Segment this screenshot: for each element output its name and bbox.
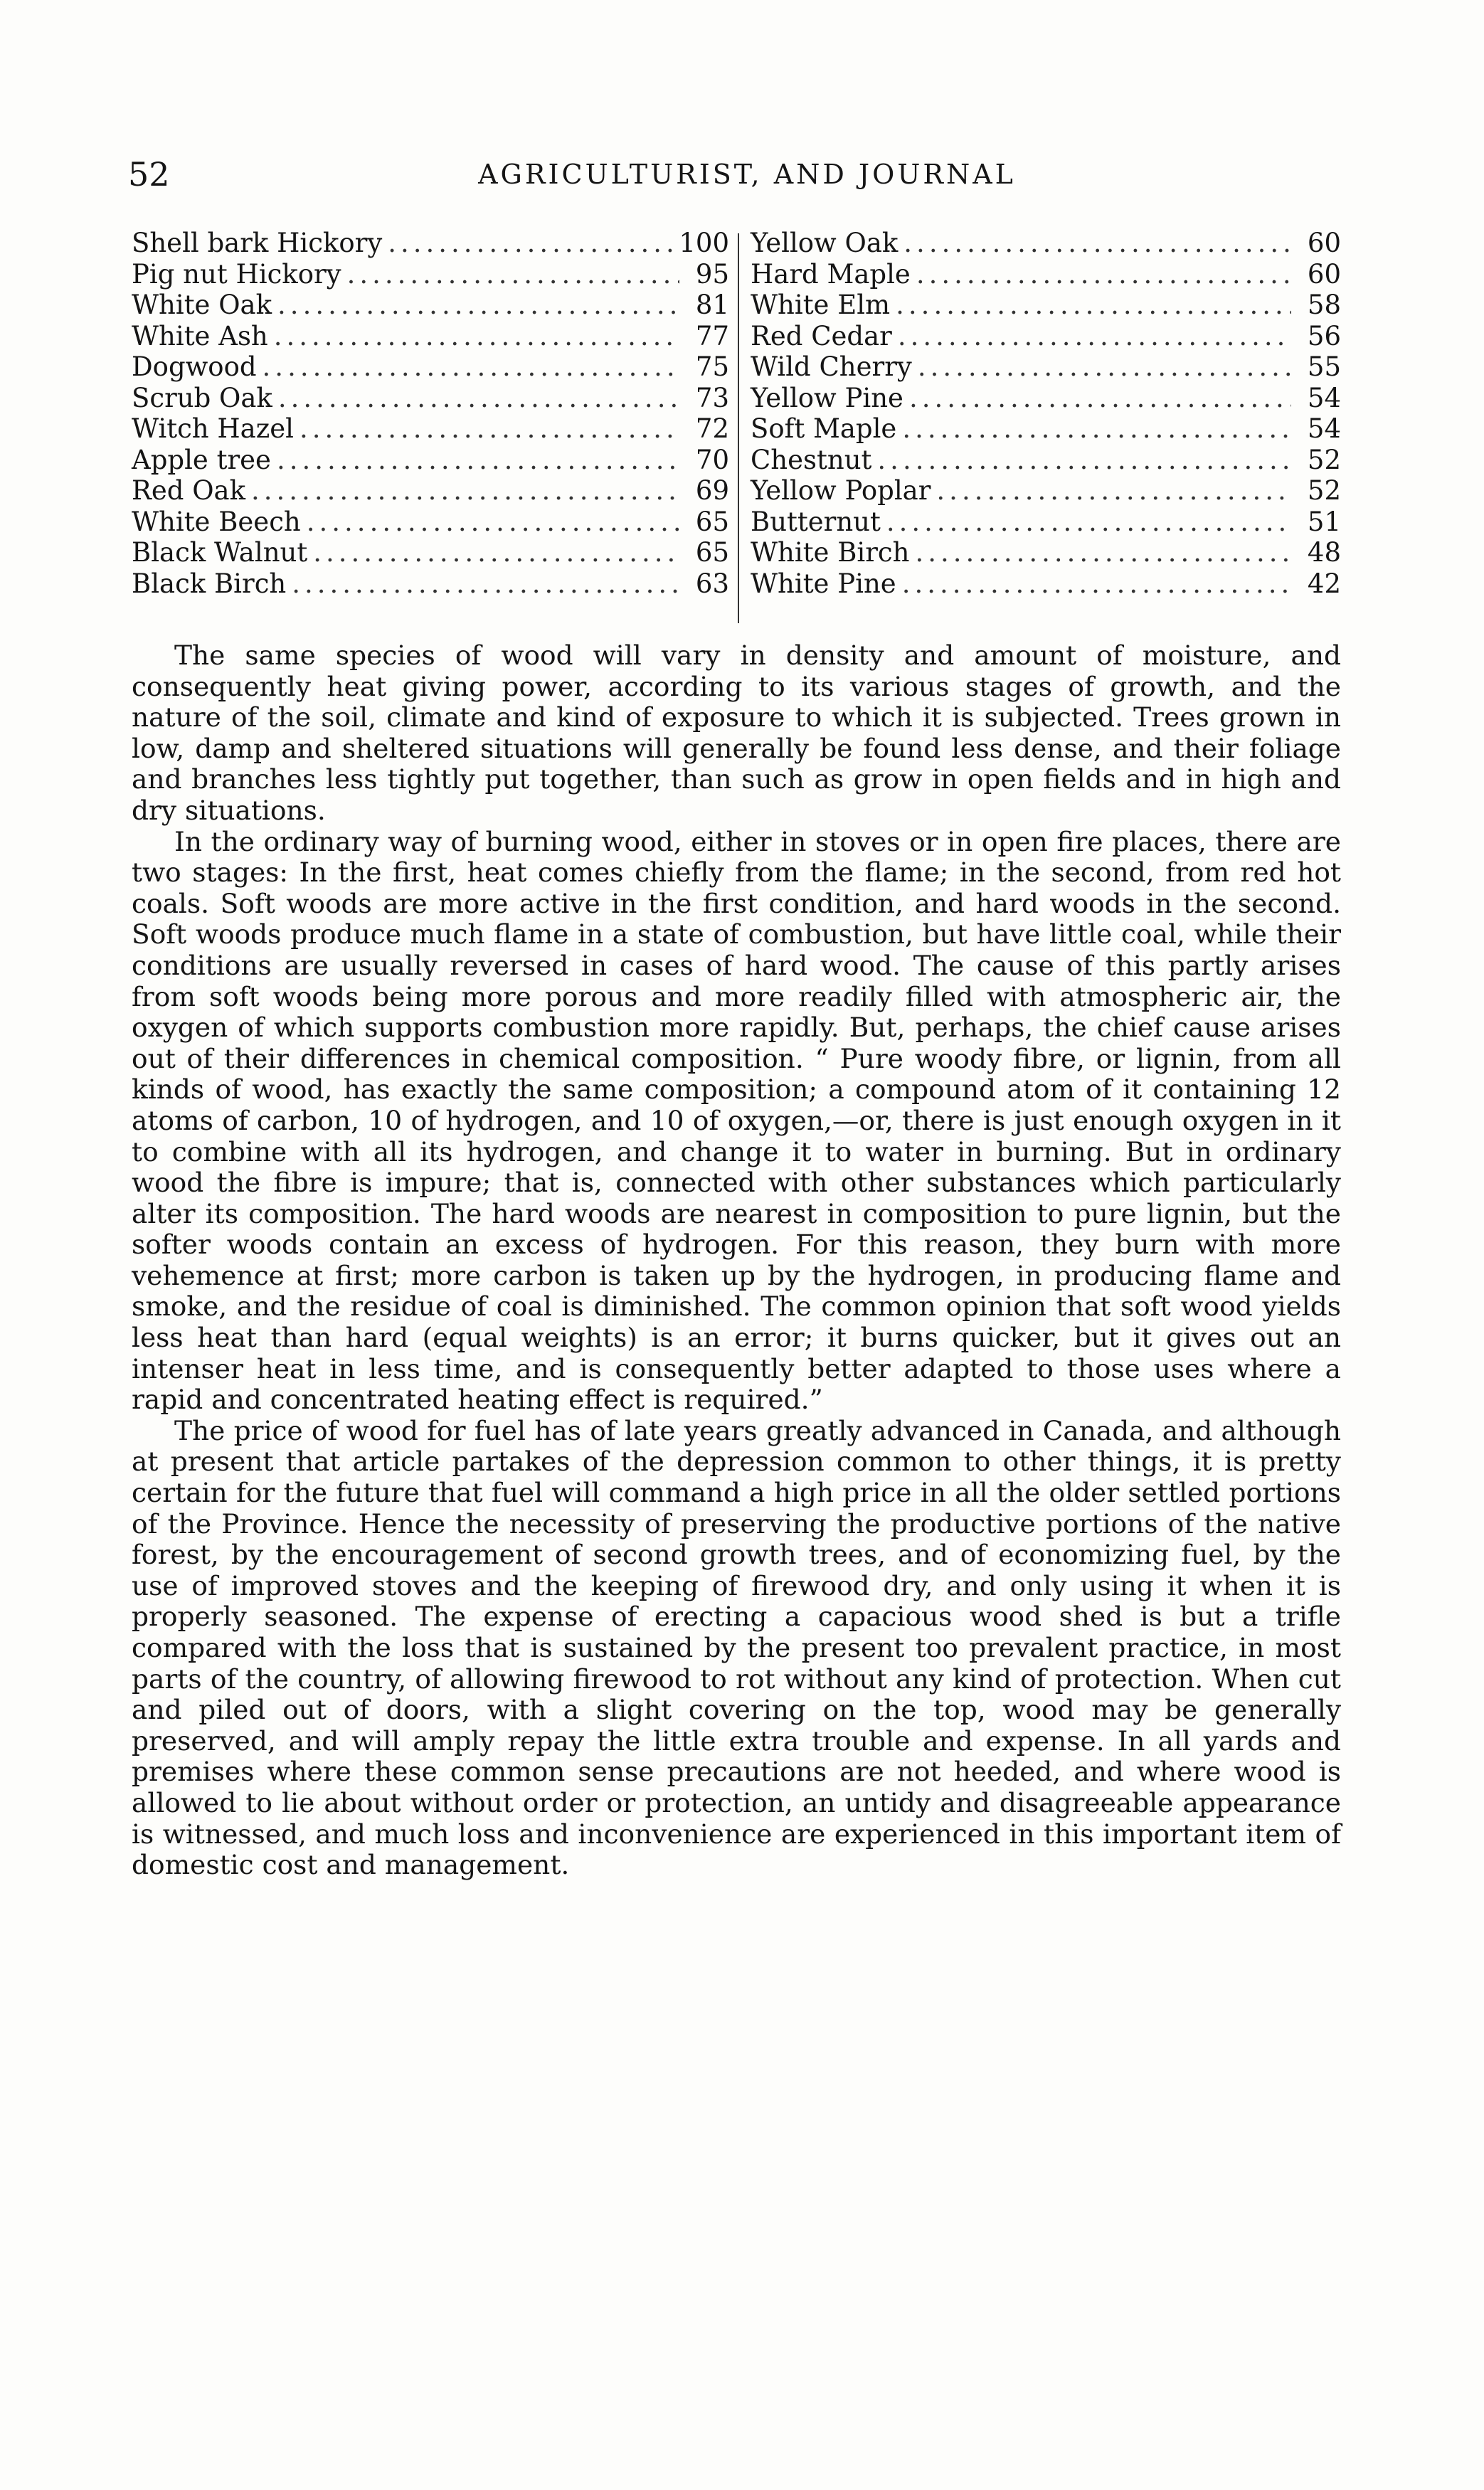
tree-name: Black Birch [132,568,287,599]
table-row [751,228,1341,259]
table-row [132,445,729,476]
table-row [751,507,1341,538]
leader-dots [251,475,679,507]
tree-name: Pig nut Hickory [132,258,341,290]
leader-dots [903,228,1291,259]
table-row [751,383,1341,414]
table-row [751,568,1341,600]
tree-value: 51 [1307,506,1341,537]
leader-dots [915,537,1291,568]
table-row [132,507,729,538]
table-row [132,228,729,259]
leader-dots [898,321,1291,352]
article-body [132,640,1341,2390]
table-row [132,383,729,414]
leader-dots [347,259,679,290]
tree-value: 60 [1307,258,1341,290]
table-row [132,568,729,600]
leader-dots [918,351,1291,383]
tree-name: Witch Hazel [132,413,294,444]
tree-name: Apple tree [132,444,271,475]
tree-name: Hard Maple [751,258,911,290]
tree-name: Yellow Oak [751,228,899,258]
leader-dots [313,537,679,568]
leader-dots [307,507,679,538]
leader-dots [902,568,1291,600]
tree-name: White Oak [132,290,272,320]
leader-dots [274,321,679,352]
tree-value: 54 [1307,413,1341,444]
table-row [751,290,1341,321]
tree-name: Shell bark Hickory [132,228,383,258]
tree-value: 73 [695,382,729,413]
tree-name: Yellow Poplar [751,475,931,506]
table-row [132,537,729,568]
tree-name: Scrub Oak [132,382,272,413]
table-column-left [132,228,729,599]
tree-name: Wild Cherry [751,351,912,382]
tree-value: 95 [695,258,729,290]
tree-value: 54 [1307,382,1341,413]
tree-name: White Pine [751,568,896,599]
tree-name: Black Walnut [132,537,308,568]
table-row [751,321,1341,352]
tree-value: 55 [1307,351,1341,382]
tree-value: 65 [695,506,729,537]
leader-dots [896,290,1291,321]
table-row [751,351,1341,383]
table-row [132,259,729,290]
leader-dots [886,507,1291,538]
table-row [751,537,1341,568]
tree-name: Soft Maple [751,413,897,444]
page-header [128,153,1366,196]
table-row [751,445,1341,476]
running-head: AGRICULTURIST, AND JOURNAL [478,159,1016,190]
tree-name: White Ash [132,320,268,351]
tree-value: 58 [1307,290,1341,320]
leader-dots [300,413,679,445]
table-row [751,259,1341,290]
table-column-right [751,228,1341,599]
leader-dots [277,445,679,476]
table-row [132,351,729,383]
tree-value: 48 [1307,537,1341,568]
leader-dots [902,413,1291,445]
tree-value: 42 [1307,568,1341,599]
leader-dots [263,351,679,383]
tree-value: 77 [695,320,729,351]
tree-name: Dogwood [132,351,257,382]
tree-value: 72 [695,413,729,444]
table-row [751,413,1341,445]
tree-value: 56 [1307,320,1341,351]
tree-value: 75 [695,351,729,382]
tree-name: White Beech [132,506,301,537]
column-divider [738,233,739,623]
table-row [132,475,729,507]
leader-dots [936,475,1291,507]
tree-value: 52 [1307,444,1341,475]
tree-value: 81 [695,290,729,320]
paragraph: The price of wood for fuel has of late years greatly advanced in Canada, and although at present that article partakes of the depression common to other things, it is pretty certain for the future that fuel will command a high price in all the older settled portions of the Province. Hence the necessity of preserving the productive portions of the native forest, by the encouragement of second growth trees, and of economizing fuel, by the use of improved stoves and the keeping of firewood dry, and only using it when it is properly seasoned. The expense of erecting a capacious wood shed is but a trifle compared with the loss that is sustained by the present too prevalent practice, in most parts of the country, of allowing firewood to rot without any kind of protection. When cut and piled out of doors, with a slight covering on the top, wood may be generally preserved, and will amply repay the little extra trouble and expense. In all yards and premises where these common sense precautions are not heeded, and where wood is allowed to lie about without order or protection, an untidy and disagreeable appearance is witnessed, and much loss and inconvenience are experienced in this important item of domestic cost and management. [132,1414,1341,1881]
tree-name: Chestnut [751,444,872,475]
tree-name: White Birch [751,537,910,568]
leader-dots [388,228,673,259]
leader-dots [916,259,1291,290]
tree-value: 70 [695,444,729,475]
paragraph: The same species of wood will vary in density and amount of moisture, and consequently heat giving power, according to its various stages of growth, and the nature of the soil, climate and kind of exposure to which it is subjected. Trees grown in low, damp and sheltered situations will generally be found less dense, and their foliage and branches less tightly put together, than such as grow in open fields and in high and dry situations. [132,640,1341,826]
tree-value: 65 [695,537,729,568]
paragraph: In the ordinary way of burning wood, either in stoves or in open fire places, there are two stages: In the first, heat comes chiefly from the flame; in the second, from red hot coals. Soft woods are more active in the first condition, and hard woods in the second. Soft woods produce much flame in a state of combustion, but have little coal, while their conditions are usually reversed in cases of hard wood. The cause of this partly arises from soft woods being more porous and more readily filled with atmospheric air, the oxygen of which supports combustion more rapidly. But, perhaps, the chief cause arises out of their differences in chemical composition. “ Pure woody fibre, or lignin, from all kinds of wood, has exactly the same composition; a compound atom of it containing 12 atoms of carbon, 10 of hydrogen, and 10 of oxygen,—or, there is just enough oxygen in it to combine with all its hydrogen, and change it to water in burning. But in ordinary wood the fibre is impure; that is, connected with other substances which particularly alter its composition. The hard woods are nearest in composition to pure lignin, but the softer woods contain an excess of hydrogen. For this reason, they burn with more vehemence at first; more carbon is taken up by the hydrogen, in producing flame and smoke, and the residue of coal is diminished. The common opinion that soft wood yields less heat than hard (equal weights) is an error; it burns quicker, but it gives out an intenser heat in less time, and is consequently better adapted to those uses where a rapid and concentrated heating effect is required.” [132,825,1341,1416]
table-row [132,290,729,321]
leader-dots [292,568,679,600]
tree-name: Yellow Pine [751,382,903,413]
leader-dots [909,383,1291,414]
tree-value: 60 [1307,228,1341,258]
tree-name: Red Cedar [751,320,892,351]
wood-heat-table [132,228,1341,633]
tree-name: Red Oak [132,475,246,506]
tree-value: 52 [1307,475,1341,506]
tree-name: White Elm [751,290,891,320]
tree-value: 100 [679,228,729,258]
leader-dots [277,290,679,321]
leader-dots [278,383,679,414]
page-number: 52 [128,155,170,194]
tree-name: Butternut [751,506,881,537]
table-row [132,321,729,352]
table-row [132,413,729,445]
tree-value: 63 [695,568,729,599]
tree-value: 69 [695,475,729,506]
leader-dots [877,445,1291,476]
table-row [751,475,1341,507]
